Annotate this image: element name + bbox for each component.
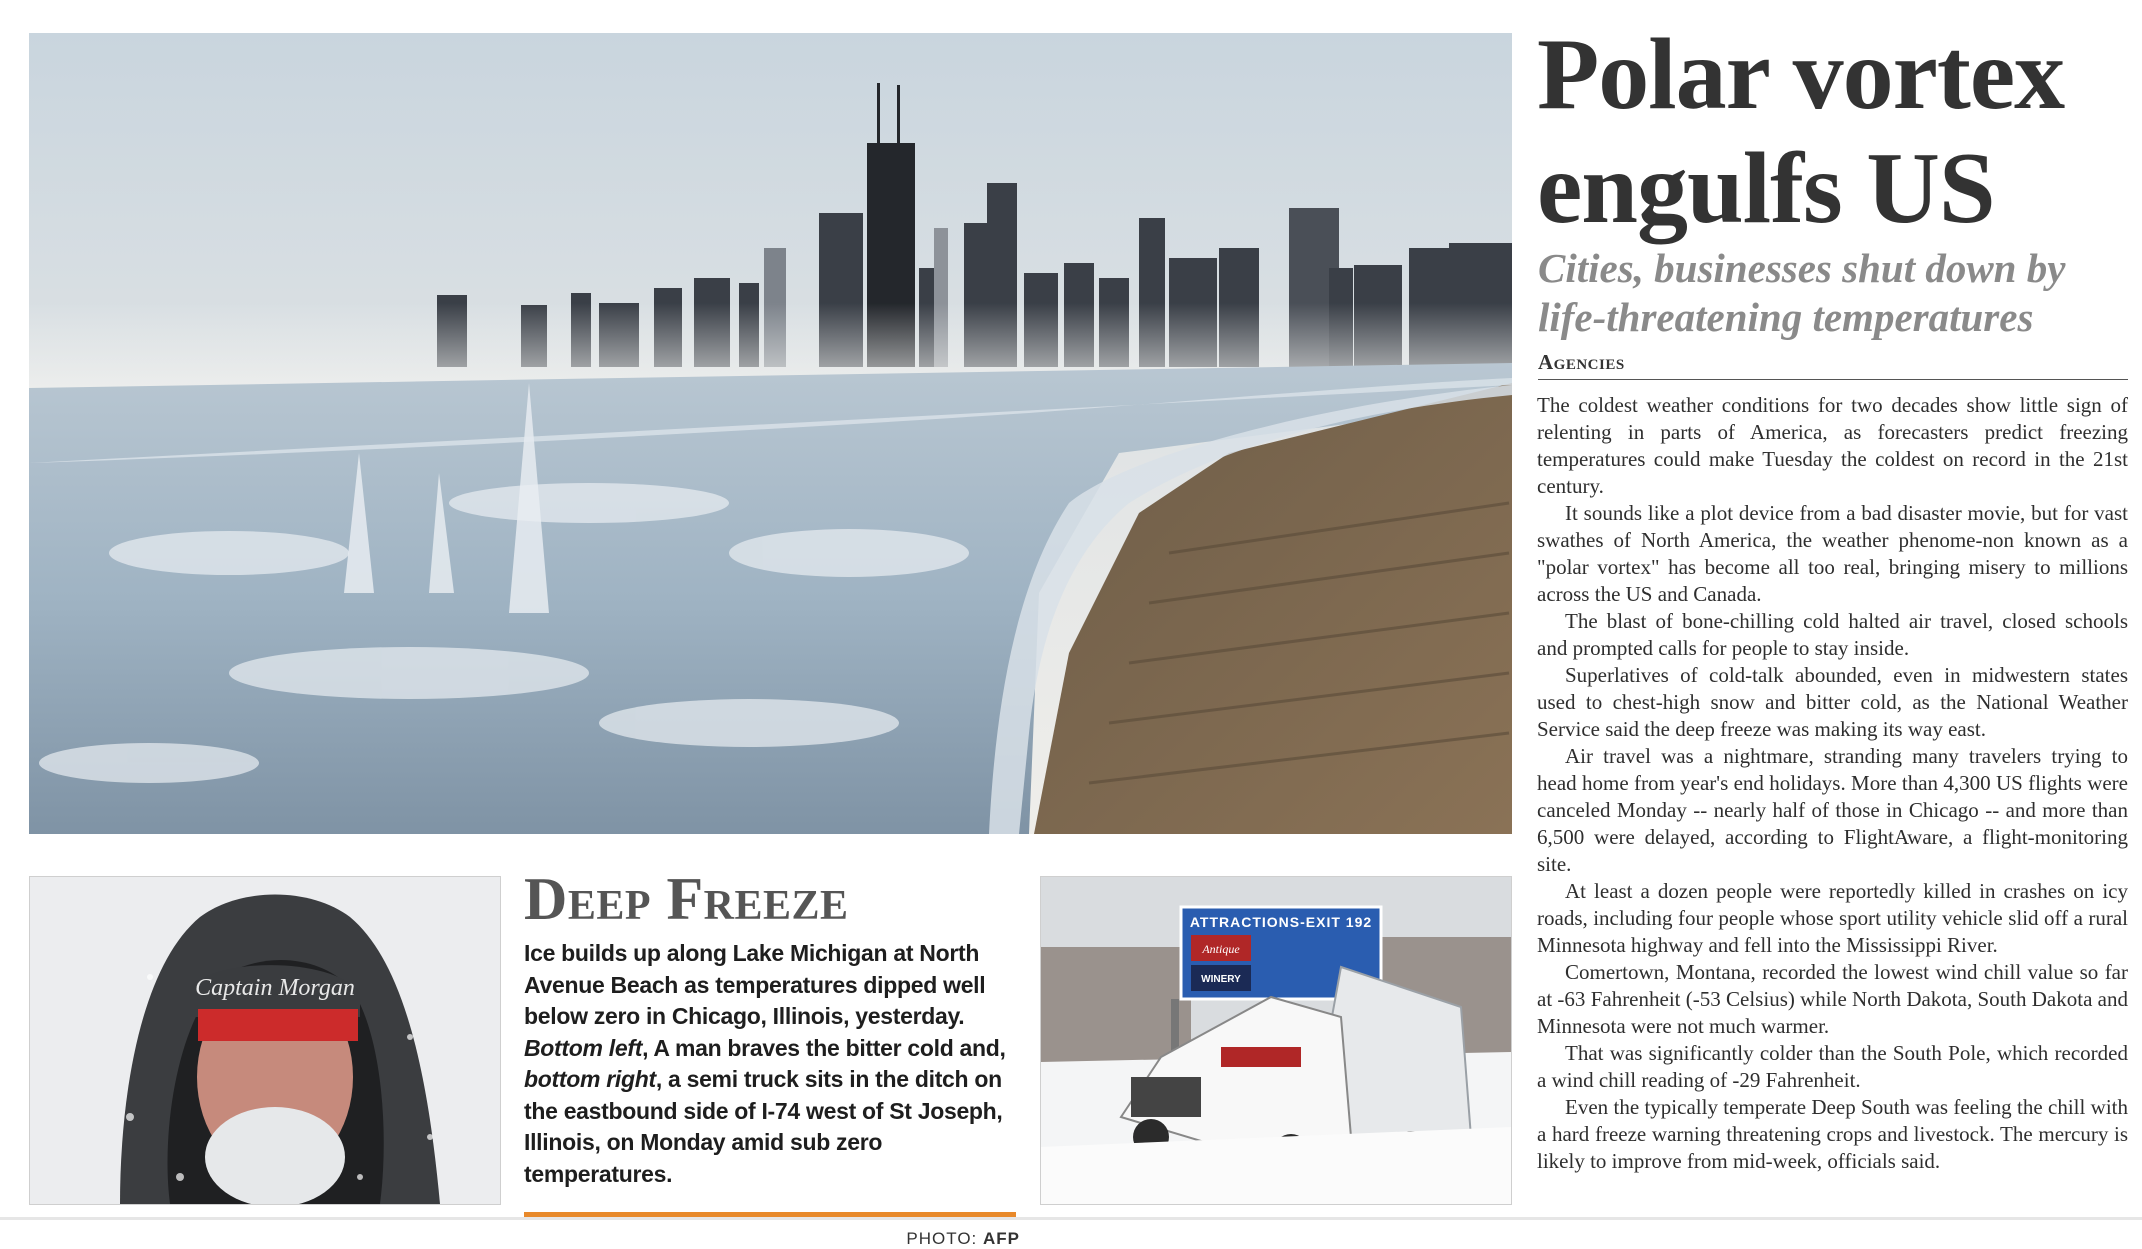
byline: Agencies: [1538, 350, 2128, 380]
photo-truck-in-ditch: [1040, 876, 1512, 1205]
article-paragraph: Air travel was a nightmare, stranding many travelers trying to head home from year's end holidays. More than 4,300 US flights were canceled Monday -- nearly half of those in Chicago -- and more than 6,500 were delayed, according to FlightAware, a flight-monitoring site.: [1537, 744, 2128, 876]
photo-credit-source: AFP: [983, 1229, 1020, 1248]
article-paragraph: That was significantly colder than the South Pole, which recorded a wind chill reading of -29 Fahrenheit.: [1537, 1041, 2128, 1092]
hero-photo-chicago-ice: [29, 33, 1512, 834]
article-paragraph: It sounds like a plot device from a bad disaster movie, but for vast swathes of North America, the weather phenome-non known as a "polar vortex" has become all too real, bringing misery to millions across the US and Canada.: [1537, 501, 2128, 606]
truck-photo-graphic: [1041, 877, 1511, 1204]
subheadline: [1538, 244, 2118, 342]
article-paragraph: The coldest weather conditions for two decades show little sign of relenting in parts of America, as forecasters predict freezing temperatures could make Tuesday the coldest on record in the 21st century.: [1537, 393, 2128, 498]
caption-text-2: , A man braves the bitter cold and,: [642, 1034, 1006, 1061]
photo-credit: [524, 1229, 1020, 1249]
photo-man-in-cold: [29, 876, 501, 1205]
caption-italic-bottom-right: bottom right: [524, 1066, 656, 1092]
sign-logo-winery: WINERY: [1201, 974, 1241, 985]
feature-title: Deep Freeze: [524, 866, 849, 932]
article-paragraph: Comertown, Montana, recorded the lowest wind chill value so far at -63 Fahrenheit (-53 Celsius) while North Dakota, South Dakota and Minnesota were not much warmer.: [1537, 960, 2128, 1038]
headline: [1537, 18, 2117, 246]
headline-line-1: Polar vortex: [1537, 18, 2065, 131]
caption-text-1: Ice builds up along Lake Michigan at North Avenue Beach as temperatures dipped well below zero in Chicago, Illinois, yesterday.: [524, 940, 986, 1029]
sign-text: ATTRACTIONS-EXIT 192: [1189, 914, 1373, 930]
subheadline-line-1: Cities, businesses shut down by: [1538, 245, 2066, 291]
caption-block: [524, 866, 1019, 1249]
article-paragraph: Even the typically temperate Deep South was feeling the chill with a hard freeze warning threatening crops and livestock. The mercury is likely to improve from mid-week, officials said.: [1537, 1095, 2128, 1173]
photo-credit-label: PHOTO:: [906, 1229, 983, 1248]
subheadline-line-2: life-threatening temperatures: [1538, 294, 2034, 340]
headline-line-2: engulfs US: [1537, 132, 1995, 245]
caption-italic-bottom-left: Bottom left: [524, 1034, 643, 1061]
article-body: [1537, 392, 2128, 1175]
man-photo-graphic: [30, 877, 500, 1204]
hat-text: Captain Morgan: [195, 975, 355, 1001]
sign-logo-antique: Antique: [1202, 942, 1240, 956]
article-paragraph: At least a dozen people were reportedly killed in crashes on icy roads, including four people whose sport utility vehicle slid off a rural Minnesota highway and fell into the Mississippi River.: [1537, 879, 2128, 957]
article-paragraph: The blast of bone-chilling cold halted air travel, closed schools and prompted calls for people to stay inside.: [1537, 609, 2128, 660]
caption-text-3: , a semi truck sits in the ditch on the eastbound side of I-74 west of St Joseph, Illinois, on Monday amid sub zero temperatures.: [524, 1066, 1003, 1187]
hero-photo-graphic: [29, 33, 1512, 834]
photo-caption: [524, 938, 1019, 1190]
article-paragraph: Superlatives of cold-talk abounded, even in midwestern states used to chest-high snow and bitter cold, as the National Weather Service said the deep freeze was making its way east.: [1537, 663, 2128, 741]
page-bottom-rule: [0, 1217, 2142, 1220]
